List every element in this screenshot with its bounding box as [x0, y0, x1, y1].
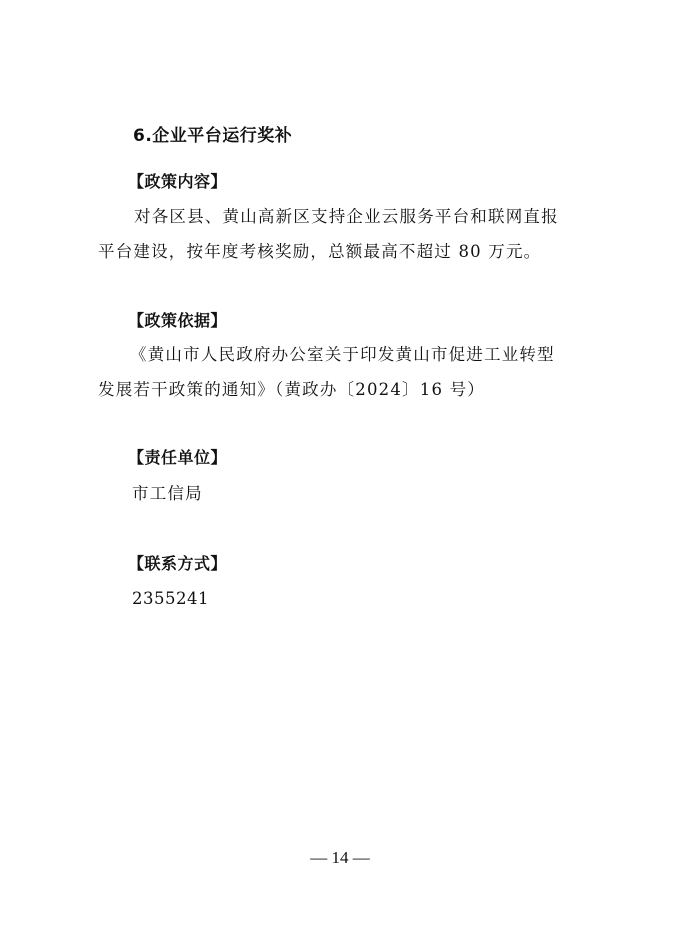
- section-title: 6.企业平台运行奖补: [133, 126, 293, 146]
- page-number: — 14 —: [310, 848, 370, 867]
- basis-line-2: 发展若干政策的通知》（黄政办〔2024〕16 号）: [98, 380, 485, 399]
- contact-label: 【联系方式】: [128, 554, 228, 573]
- content-line-2: 平台建设，按年度考核奖励，总额最高不超过 80 万元。: [98, 242, 542, 261]
- basis-line-1: 《黄山市人民政府办公室关于印发黄山市促进工业转型: [130, 345, 555, 364]
- responsible-label: 【责任单位】: [128, 448, 228, 467]
- content-line-1: 对各区县、黄山高新区支持企业云服务平台和联网直报: [134, 207, 559, 226]
- contact-value: 2355241: [132, 589, 209, 608]
- responsible-value: 市工信局: [132, 484, 203, 503]
- content-label: 【政策内容】: [128, 172, 228, 191]
- basis-label: 【政策依据】: [128, 311, 228, 330]
